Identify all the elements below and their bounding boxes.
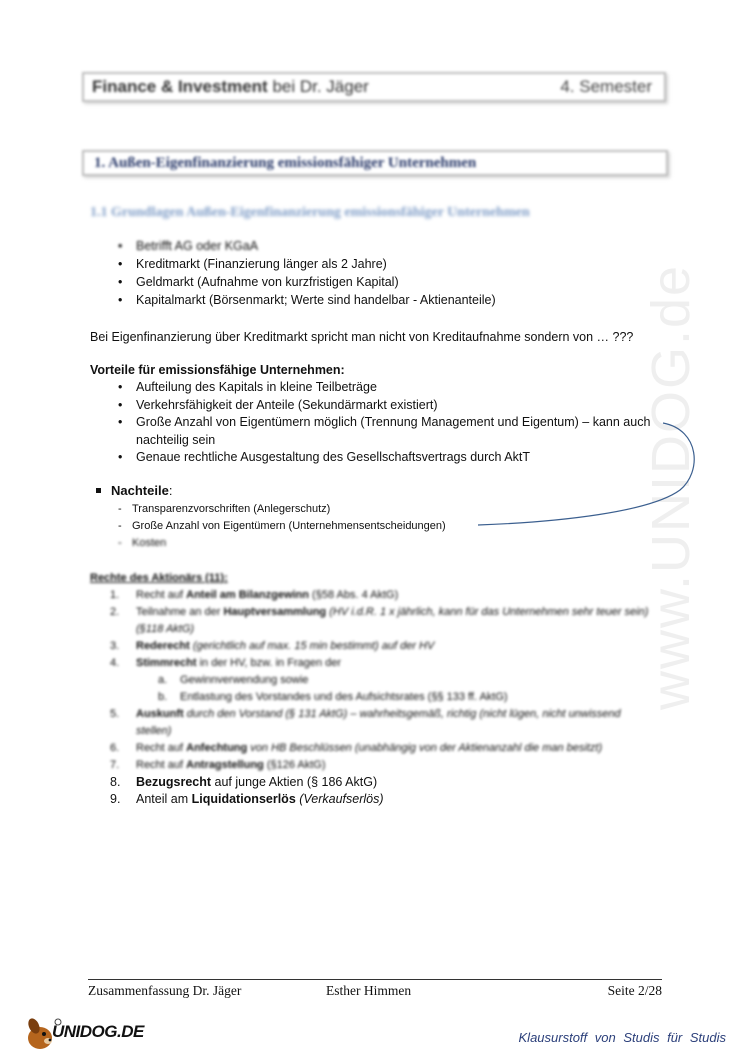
list-item: • Kreditmarkt (Finanzierung länger als 2 Jahre) bbox=[118, 255, 496, 273]
disadvantages-title: Nachteile: bbox=[96, 483, 172, 498]
logo-text: UNIDOG.DE bbox=[52, 1022, 144, 1041]
subsection-title: 1.1 Grundlagen Außen-Eigenfinanzierung emissionsfähiger Unternehmen bbox=[90, 205, 530, 220]
list-item: 1. Recht auf Anteil am Bilanzgewinn (§58 Abs. 4 AktG) bbox=[110, 589, 399, 601]
list-item: - Transparenzvorschriften (Anlegerschutz) bbox=[118, 501, 446, 518]
list-item: 3. Rederecht (gerichtlich auf max. 15 min bestimmt) auf der HV bbox=[110, 640, 435, 652]
list-item: • Verkehrsfähigkeit der Anteile (Sekundärmarkt existiert) bbox=[118, 397, 663, 415]
list-item: - Kosten bbox=[118, 535, 446, 552]
list-item: 6. Recht auf Anfechtung von HB Beschlüssen (unabhängig von der Aktienanzahl die man besitzt) bbox=[110, 742, 603, 754]
list-item: • Große Anzahl von Eigentümern möglich (Trennung Management und Eigentum) – kann auch nachteilig sein bbox=[118, 414, 663, 449]
advantages-title: Vorteile für emissionsfähige Unternehmen: bbox=[90, 363, 345, 377]
list-item: 7. Recht auf Antragstellung (§126 AktG) bbox=[110, 759, 326, 771]
list-item: • Genaue rechtliche Ausgestaltung des Gesellschaftsvertrags durch AktT bbox=[118, 449, 663, 467]
footer-left: Zusammenfassung Dr. Jäger bbox=[88, 983, 242, 998]
footer-divider bbox=[88, 979, 662, 980]
rights-title: Rechte des Aktionärs (11): bbox=[90, 572, 228, 584]
list-item: 4. Stimmrecht in der HV, bzw. in Fragen der bbox=[110, 657, 342, 669]
list-subitem: b. Entlastung des Vorstandes und des Aufsichtsrates (§§ 133 ff. AktG) bbox=[158, 691, 508, 703]
list-item: 8. Bezugsrecht auf junge Aktien (§ 186 AktG) bbox=[110, 775, 378, 789]
list-item: • Betrifft AG oder KGaA bbox=[118, 237, 496, 255]
page-number: Seite 2/28 bbox=[607, 983, 662, 998]
list-item: • Geldmarkt (Aufnahme von kurzfristigen Kapital) bbox=[118, 273, 496, 291]
list-item: • Aufteilung des Kapitals in kleine Teilbeträge bbox=[118, 379, 663, 397]
question-paragraph: Bei Eigenfinanzierung über Kreditmarkt spricht man nicht von Kreditaufnahme sondern von … ??? bbox=[90, 330, 634, 344]
list-item: 2. Teilnahme an der Hauptversammlung (HV i.d.R. 1 x jährlich, kann für das Unternehmen sehr teuer sein) (§118 AktG) bbox=[110, 606, 649, 635]
watermark: www.UNIDOG.de bbox=[641, 263, 701, 710]
header-semester: 4. Semester bbox=[560, 77, 652, 96]
header-title: Finance & Investment bei Dr. Jäger bbox=[92, 77, 369, 96]
tagline: Klausurstoff von Studis für Studis bbox=[518, 1030, 726, 1045]
rights-list bbox=[110, 587, 650, 808]
list-item: - Große Anzahl von Eigentümern (Unternehmensentscheidungen) bbox=[118, 518, 446, 535]
section-title: 1. Außen-Eigenfinanzierung emissionsfähiger Unternehmen bbox=[82, 150, 668, 176]
list-subitem: a. Gewinnverwendung sowie bbox=[158, 674, 309, 686]
list-item: • Kapitalmarkt (Börsenmarkt; Werte sind handelbar - Aktienanteile) bbox=[118, 291, 496, 309]
footer-author: Esther Himmen bbox=[326, 983, 412, 998]
list-item: 9. Anteil am Liquidationserlös (Verkaufserlös) bbox=[110, 792, 384, 806]
list-item: 5. Auskunft durch den Vorstand (§ 131 AktG) – wahrheitsgemäß, richtig (nicht lügen, nicht unwissend stellen) bbox=[110, 708, 621, 737]
